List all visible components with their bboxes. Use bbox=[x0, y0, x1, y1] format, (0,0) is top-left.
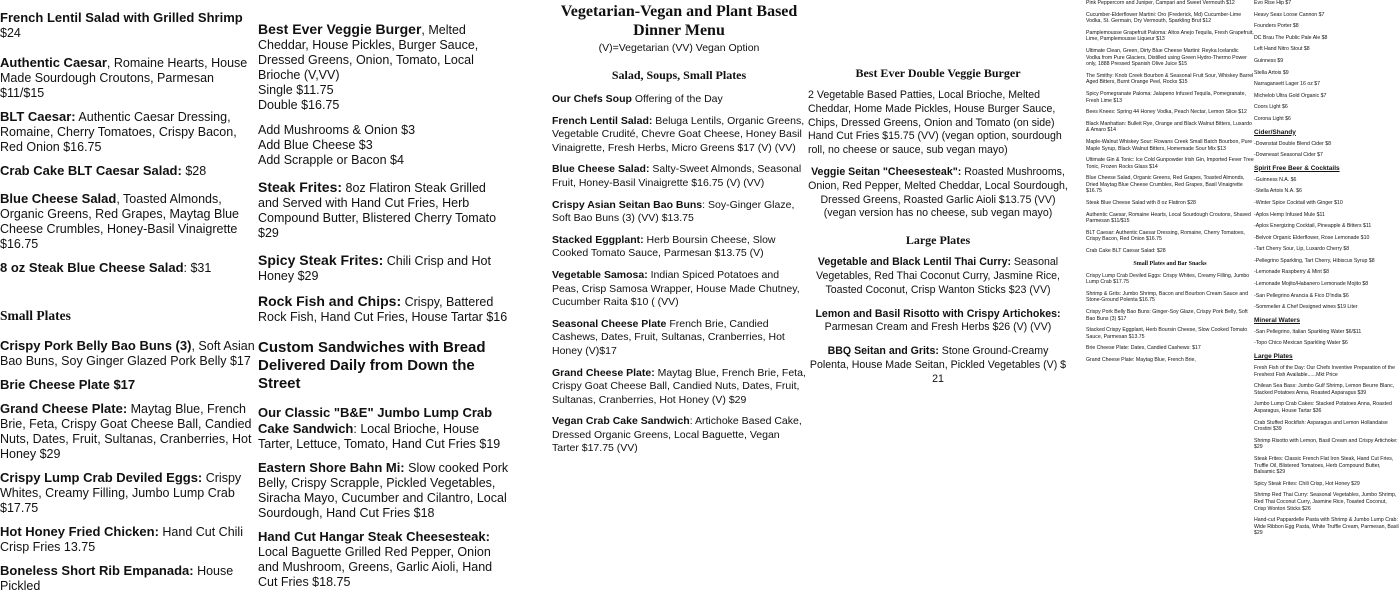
menu-line: Pamplemousse Grapefruit Paloma: Altos Anejo Tequila, Fresh Grapefruit, Lime, Pamplemousse Liqueur $13 bbox=[1086, 29, 1254, 43]
menu-column-bar bbox=[1086, 0, 1254, 500]
menu-item: Brie Cheese Plate $17 bbox=[0, 377, 136, 392]
menu-item: Crispy Pork Belly Bao Buns (3), Soft Asian Bao Buns, Soy Ginger Glazed Pork Belly $17 bbox=[0, 338, 255, 368]
menu-line: Pink Peppercorn and Juniper, Campari and Sweet Vermouth $12 bbox=[1086, 0, 1235, 6]
menu-item: Authentic Caesar, Romaine Hearts, House Made Sourdough Croutons, Parmesan $11/$15 bbox=[0, 55, 248, 100]
menu-line: Authentic Caesar, Romaine Hearts, Local Sourdough Croutons, Shaved Parmesan $11/$15 bbox=[1086, 211, 1251, 225]
section-heading: Best Ever Double Veggie Burger bbox=[855, 66, 1021, 80]
menu-line: Guinness $9 bbox=[1254, 57, 1284, 64]
menu-line: Blue Cheese Salad, Organic Greens, Red Grapes, Toasted Almonds, Dried Maytag Blue Cheese Crumbles, Red Grapes, Basil Vinaigrette $16.75 bbox=[1086, 175, 1245, 195]
spirit-free-list bbox=[1254, 177, 1400, 311]
menu-line: -Lemonade Raspberry & Mint $8 bbox=[1254, 269, 1329, 276]
cider-list bbox=[1254, 141, 1400, 159]
menu-item: Vegetable and Black Lentil Thai Curry: Seasonal Vegetables, Red Thai Coconut Curry, Jasmine Rice, Toasted Coconut, Crisp Wanton Sticks $23 (VV) bbox=[816, 256, 1060, 296]
menu-line: Left Hand Nitro Stout $8 bbox=[1254, 46, 1310, 53]
menu-item: Crispy Lump Crab Deviled Eggs: Crispy Whites, Creamy Filling, Jumbo Lump Crab $17.75 bbox=[0, 470, 242, 515]
section-heading: Salad, Soups, Small Plates bbox=[611, 68, 747, 82]
menu-line: Shrimp Red Thai Curry: Seasonal Vegetables, Jumbo Shrimp, Red Thai Coconut Curry, Jasmine Rice, Toasted Coconut, Crisp Wonton Sticks $26 bbox=[1254, 492, 1397, 512]
menu-line: -Winter Spice Cocktail with Ginger $10 bbox=[1254, 199, 1343, 206]
menu-line: Stella Artois $9 bbox=[1254, 69, 1289, 76]
menu-line: -Downeast Seasonal Cider $7 bbox=[1254, 152, 1323, 159]
menu-item: BBQ Seitan and Grits: Stone Ground-Creamy Polenta, House Made Seitan, Pickled Vegetables (V) $ 21 bbox=[809, 345, 1067, 385]
menu-item: 2 Vegetable Based Patties, Local Brioche, Melted Cheddar, Home Made Pickles, House Burger Sauce, Chips, Dressed Greens, Onion and Tomato (on side) Hand Cut Fries $15.75 (VV) (vegan option, sourdough roll, no cheese or sauce, sub vegan mayo) bbox=[808, 89, 1062, 157]
menu-item: Eastern Shore Bahn Mi: Slow cooked Pork Belly, Crispy Scrapple, Pickled Vegetables, Siracha Mayo, Cucumber and Cilantro, Local Sourdough, Hand Cut Fries $18 bbox=[258, 460, 509, 520]
menu-line: Crispy Pork Belly Bao Buns: Ginger-Soy Glaze, Crispy Pork Belly, Soft Bao Buns (3) $17 bbox=[1086, 309, 1248, 322]
menu-line: DC Brau The Public Pale Ale $8 bbox=[1254, 34, 1328, 41]
menu-line: Shrimp & Grits: Jumbo Shrimp, Bacon and Bourbon Cream Sauce and Stone-Ground Polenta $16.75 bbox=[1086, 290, 1249, 304]
menu-line: -Aplos Energizing Cocktail, Pineapple & Bitters $11 bbox=[1254, 223, 1372, 230]
menu-subtitle: (V)=Vegetarian (VV) Vegan Option bbox=[598, 42, 760, 54]
menu-line: -Belvoir Organic Elderflower, Rose Lemonade $10 bbox=[1254, 234, 1370, 241]
menu-column-vegetarian bbox=[552, 0, 806, 500]
section-heading: Small Plates and Bar Snacks bbox=[1133, 260, 1207, 267]
section-heading: Large Plates bbox=[905, 233, 971, 248]
menu-line: Narragansett Lager 16 oz $7 bbox=[1254, 81, 1321, 88]
menu-item: Blue Cheese Salad: Salty-Sweet Almonds, Seasonal Fruit, Honey-Basil Vinaigrette $16.75 (V) (VV) bbox=[552, 163, 802, 189]
menu-line: Steak Blue Cheese Salad with 8 oz Flatiron $28 bbox=[1086, 200, 1196, 207]
menu-line: Hand-cut Pappardelle Pasta with Shrimp & Jumbo Lump Crab: Wide Ribbon Egg Pasta, White Truffle Cream, Parmesan, Basil $29 bbox=[1254, 517, 1399, 537]
menu-line: The Smithy: Knob Creek Bourbon & Seasonal Fruit Sour, Whiskey Barrel Aged Bitters, Burnt Orange Peel, Rocks $15 bbox=[1086, 72, 1254, 86]
menu-line: -San Pellegrino Arancia & Fico D'india $6 bbox=[1254, 292, 1349, 299]
menu-column-classic bbox=[0, 0, 258, 593]
beer-list bbox=[1254, 0, 1400, 123]
menu-line: Chilean Sea Bass: Jumbo Gulf Shrimp, Lemon Beurre Blanc, Stacked Potatoes Anna, Roasted Asparagus $39 bbox=[1254, 383, 1395, 396]
menu-item: Vegan Crab Cake Sandwich: Artichoke Based Cake, Dressed Organic Greens, Local Baguette, Vegan Tarter $17.75 (VV) bbox=[552, 415, 802, 455]
menu-line: Maple-Walnut Whiskey Sour: Rowans Creek Small Batch Bourbon, Pure Maple Syrup, Black Walnut Bitters, Homemade Sour Mix $13 bbox=[1086, 138, 1253, 152]
menu-item: Steak Frites: 8oz Flatiron Steak Grilled and Served with Hand Cut Fries, Herb Compound Butter, Blistered Cherry Tomato $29 bbox=[258, 179, 497, 240]
menu-item-add-ons: Add Mushrooms & Onion $3 Add Blue Cheese $3 Add Scrapple or Bacon $4 bbox=[258, 123, 416, 167]
menu-line: Crispy Lump Crab Deviled Eggs: Crispy Whites, Creamy Filling, Jumbo Lump Crab $17.75 bbox=[1086, 272, 1250, 286]
menu-line: Bees Knees: Spring 44 Honey Vodka, Peach Nectar, Lemon Slice $12 bbox=[1086, 109, 1247, 116]
menu-column-veg-mains bbox=[808, 0, 1068, 500]
menu-item: Our Classic "B&E" Jumbo Lump Crab Cake Sandwich: Local Brioche, House Tarter, Lettuce, Tomato, Hand Cut Fries $19 bbox=[258, 405, 501, 451]
section-heading: Spirit Free Beer & Cocktails bbox=[1254, 164, 1340, 172]
menu-line: -Tart Cherry Sour, Lip, Luxardo Cherry $8 bbox=[1254, 246, 1350, 253]
menu-line: -Guinness N.A. $6 bbox=[1254, 176, 1297, 183]
menu-line: Cucumber-Elderflower Martini: Oro (Frederick, Md) Cucumber-Lime Vodka, St. Germain, Dry Vermouth, Sparkling Brut $12 bbox=[1086, 11, 1242, 25]
menu-item: Lemon and Basil Risotto with Crispy Artichokes: Parmesan Cream and Fresh Herbs $26 (V) (VV) bbox=[815, 307, 1061, 334]
menu-item: Spicy Steak Frites: Chili Crisp and Hot Honey $29 bbox=[258, 252, 491, 283]
menu-line: Jumbo Lump Crab Cakes: Stacked Potatoes Anna, Roasted Asparagus, House Tartar $36 bbox=[1254, 401, 1392, 414]
menu-line: Ultimate Clean, Green, Dirty Blue Cheese Martini: Reyka Icelandic Vodka from Pure Glaciers, Distilled using Green Hydro-Thermo Power only, 1888 Pressed Spanish Olive Juice $15 bbox=[1086, 47, 1247, 68]
menu-line: -Downstat Double Blend Cider $8 bbox=[1254, 140, 1331, 147]
menu-line: -Topo Chico Mexican Sparkling Water $6 bbox=[1254, 340, 1348, 347]
sandwich-banner: Custom Sandwiches with Bread Delivered Daily from Down the Street bbox=[258, 339, 486, 392]
menu-item: Boneless Short Rib Empanada: House Pickled bbox=[0, 563, 234, 593]
water-list bbox=[1254, 329, 1400, 347]
menu-line: Crab Cake BLT Caesar Salad: $28 bbox=[1086, 248, 1166, 255]
menu-line: -Stella Artois N.A. $6 bbox=[1254, 188, 1302, 195]
menu-line: -Aplos Hemp Infused Mule $11 bbox=[1254, 211, 1325, 218]
menu-item: French Lentil Salad with Grilled Shrimp $24 bbox=[0, 10, 243, 40]
menu-line: -Pellegrino Sparkling, Tart Cherry, Hibiscus Syrup $8 bbox=[1254, 257, 1375, 264]
menu-line: Coors Light $6 bbox=[1254, 104, 1288, 111]
menu-line: Evo Rise Hip $7 bbox=[1254, 0, 1292, 6]
menu-line: -San Pellegrino, Italian Sparkling Water $6/$11 bbox=[1254, 328, 1362, 335]
large-plates-list bbox=[1254, 365, 1400, 537]
menu-title: Vegetarian-Vegan and Plant Based Dinner Menu bbox=[560, 3, 798, 39]
menu-line: -Lemonade Mojito/Habanero Lemonade Mojito $8 bbox=[1254, 281, 1369, 288]
menu-item: BLT Caesar: Authentic Caesar Dressing, Romaine, Cherry Tomatoes, Crispy Bacon, Red Onion $16.75 bbox=[0, 109, 237, 154]
menu-item: Our Chefs Soup Offering of the Day bbox=[552, 93, 723, 105]
menu-line: Black Manhattan: Bulleit Rye, Orange and Black Walnut Bitters, Luxardo & Amaro $14 bbox=[1086, 120, 1252, 134]
menu-item: French Lentil Salad: Beluga Lentils, Organic Greens, Vegetable Crudité, Chevre Goat Cheese, Honey Basil Vinaigrette, Fresh Herbs, Micro Greens $17 (V) (VV) bbox=[552, 114, 805, 154]
menu-line: Michelob Ultra Gold Organic $7 bbox=[1254, 92, 1327, 99]
menu-item: Stacked Eggplant: Herb Boursin Cheese, Slow Cooked Tomato Sauce, Parmesan $13.75 (V) bbox=[552, 233, 776, 260]
menu-item: Vegetable Samosa: Indian Spiced Potatoes and Peas, Crisp Samosa Wrapper, House Made Chutney, Cucumber Raita $10 ( (VV) bbox=[552, 268, 800, 309]
menu-line: Grand Cheese Plate: Maytag Blue, French Brie, bbox=[1086, 356, 1196, 363]
menu-item: Crispy Asian Seitan Bao Buns: Soy-Ginger Glaze, Soft Bao Buns (3) (VV) $13.75 bbox=[552, 198, 795, 225]
menu-item: Crab Cake BLT Caesar Salad: $28 bbox=[0, 163, 207, 178]
menu-item: Seasonal Cheese Plate French Brie, Candied Cashews, Dates, Fruit, Sultanas, Cranberries, Hot Honey (V)$17 bbox=[552, 317, 785, 357]
menu-line: Stacked Crispy Eggplant, Herb Boursin Cheese, Slow Cooked Tomato Sauce, Parmesan $13.75 bbox=[1086, 327, 1248, 340]
menu-line: Corona Light $6 bbox=[1254, 115, 1291, 122]
section-title-small-plates: Small Plates bbox=[0, 308, 71, 323]
menu-column-drinks bbox=[1254, 0, 1400, 537]
section-heading: Cider/Shandy bbox=[1254, 128, 1296, 136]
section-heading: Mineral Waters bbox=[1254, 316, 1300, 324]
menu-line: -Sommelier & Chef Designed wines $19 Liter bbox=[1254, 304, 1358, 311]
menu-line: Ultimate Gin & Tonic: Ice Cold Gunpowder Irish Gin, Imported Fever Tree Tonic, Frozen Rocks Glass $14 bbox=[1086, 157, 1254, 170]
cocktail-list bbox=[1086, 0, 1254, 255]
menu-line: Fresh Fish of the Day: Our Chefs Inventive Preparation of the Freshest Fish Available......Mkt Price bbox=[1254, 365, 1395, 378]
menu-line: Founders Porter $8 bbox=[1254, 23, 1299, 30]
menu-item: Best Ever Veggie Burger, Melted Cheddar, House Pickles, Burger Sauce, Dressed Greens, Onion, Tomato, Local Brioche (V,VV) Single $11.75 Double $16.75 bbox=[258, 21, 479, 112]
menu-item: Hot Honey Fried Chicken: Hand Cut Chili Crisp Fries 13.75 bbox=[0, 524, 243, 554]
menu-item: Grand Cheese Plate: Maytag Blue, French Brie, Feta, Crispy Goat Cheese Ball, Candied Nuts, Dates, Fruit, Sultanas, Cranberries, Hot Honey (V) $29 bbox=[552, 366, 806, 406]
menu-item: Hand Cut Hangar Steak Cheesesteak: Local Baguette Grilled Red Pepper, Onion and Mushroom, Greens, Garlic Aioli, Hand Cut Fries $18.75 bbox=[258, 529, 493, 589]
menu-line: Steak Frites: Classic French Flat Iron Steak, Hand Cut Fries, Truffle Oil, Blistered Tomatoes, Herb Compound Butter, Balsamic $29 bbox=[1254, 455, 1394, 476]
menu-item: Veggie Seitan "Cheesesteak": Roasted Mushrooms, Onion, Red Pepper, Melted Cheddar, Local Sourdough, Dressed Greens, Roasted Garlic Aioli $13.75 (VV) (vegan version has no cheese, sub vegan mayo) bbox=[808, 165, 1068, 220]
menu-line: BLT Caesar: Authentic Caesar Dressing, Romaine, Cherry Tomatoes, Crispy Bacon, Red Onion $16.75 bbox=[1086, 229, 1245, 243]
menu-column-mains bbox=[258, 0, 510, 589]
menu-item: Grand Cheese Plate: Maytag Blue, French Brie, Feta, Crispy Goat Cheese Ball, Candied Nuts, Dates, Fruit, Sultanas, Cranberries, Hot Honey $29 bbox=[0, 401, 252, 461]
menu-line: Brie Cheese Plate: Dates, Candied Cashews: $17 bbox=[1086, 345, 1201, 352]
menu-line: Crab Stuffed Rockfish: Asparagus and Lemon Hollandaise Crostini $39 bbox=[1254, 419, 1388, 433]
snack-list bbox=[1086, 273, 1254, 364]
menu-item: 8 oz Steak Blue Cheese Salad: $31 bbox=[0, 260, 212, 275]
menu-line: Heavy Seas Loose Cannon $7 bbox=[1254, 11, 1325, 18]
section-heading: Large Plates bbox=[1254, 353, 1293, 361]
menu-line: Shrimp Risotto with Lemon, Basil Cream and Crispy Artichoke: $29 bbox=[1254, 437, 1398, 451]
menu-line: Spicy Steak Frites: Chili Crisp, Hot Honey $29 bbox=[1254, 480, 1360, 487]
menu-item: Rock Fish and Chips: Crispy, Battered Rock Fish, Hand Cut Fries, House Tartar $16 bbox=[258, 293, 508, 324]
menu-line: Spicy Pomegranate Paloma: Jalapeno Infused Tequila, Pomegranate, Fresh Lime $13 bbox=[1086, 90, 1246, 104]
menu-item: Blue Cheese Salad, Toasted Almonds, Organic Greens, Red Grapes, Maytag Blue Cheese Crumbles, Honey-Basil Vinaigrette $16.75 bbox=[0, 191, 240, 251]
